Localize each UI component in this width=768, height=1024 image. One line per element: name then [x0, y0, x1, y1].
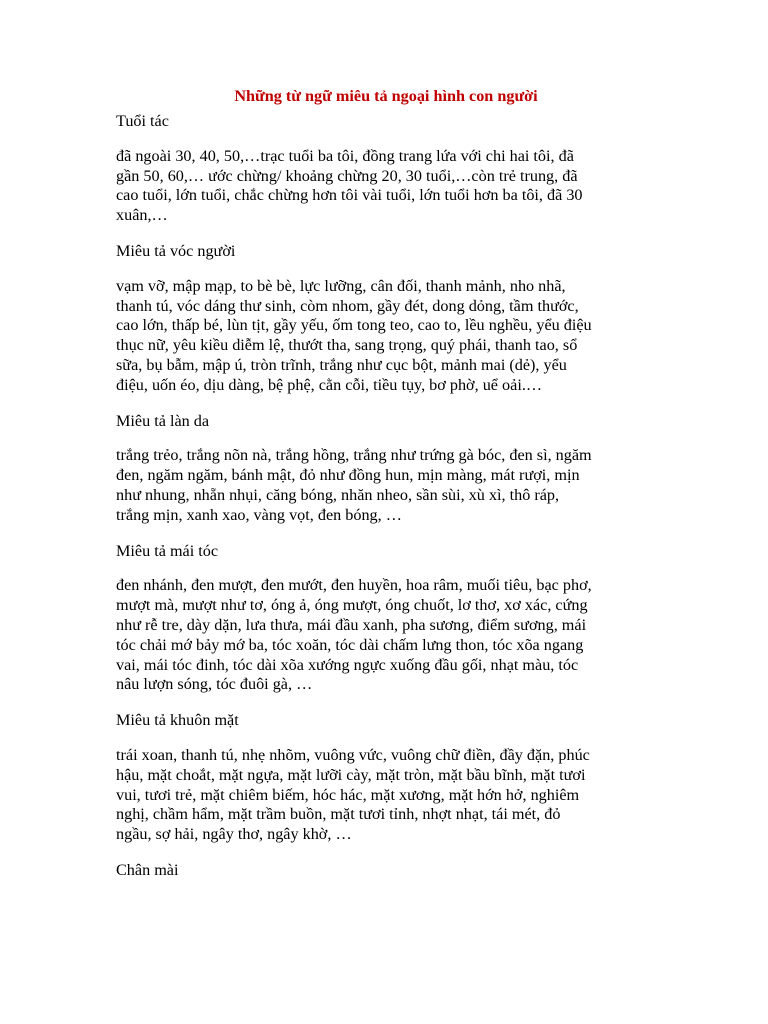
- text-line: thanh tú, vóc dáng thư sinh, còm nhom, gầy đét, dong dỏng, tầm thước,: [116, 296, 579, 315]
- text-line: điệu, uốn éo, dịu dàng, bệ phệ, cằn cỗi, tiều tụy, bơ phờ, uể oải.…: [116, 375, 543, 394]
- section-heading-age: Tuổi tác: [116, 112, 169, 130]
- text-line: gần 50, 60,… ước chừng/ khoảng chừng 20, 30 tuổi,…còn trẻ trung, đã: [116, 166, 578, 185]
- document-title: Những từ ngữ miêu tả ngoại hình con người: [234, 87, 538, 105]
- text-line: trắng trẻo, trắng nõn nà, trắng hồng, trắng như trứng gà bóc, đen sì, ngăm: [116, 446, 592, 465]
- text-line: cao lớn, thấp bé, lùn tịt, gầy yếu, ốm tong teo, cao to, lều nghều, yểu điệu: [116, 316, 592, 335]
- text-line: vai, mái tóc đinh, tóc dài xõa xướng ngực xuống đầu gối, nhạt màu, tóc: [116, 655, 579, 674]
- text-line: trái xoan, thanh tú, nhẹ nhõm, vuông vức, vuông chữ điền, đầy đặn, phúc: [116, 745, 590, 764]
- text-line: mượt mà, mượt như tơ, óng ả, óng mượt, óng chuốt, lơ thơ, xơ xác, cứng: [116, 596, 588, 615]
- text-line: đen, ngăm ngăm, bánh mật, đỏ như đồng hun, mịn màng, mát rượi, mịn: [116, 466, 580, 485]
- text-line: nâu lượn sóng, tóc đuôi gà, …: [116, 675, 313, 694]
- section-heading-body-shape: Miêu tả vóc người: [116, 241, 236, 260]
- text-line: nghị, chầm hẩm, mặt trầm buồn, mặt tươi tỉnh, nhợt nhạt, tái mét, đỏ: [116, 805, 561, 824]
- text-line: vạm vỡ, mập mạp, to bè bè, lực lưỡng, cân đối, thanh mảnh, nho nhã,: [116, 276, 566, 295]
- text-line: ngầu, sợ hải, ngây thơ, ngây khờ, …: [116, 825, 352, 844]
- text-line: đã ngoài 30, 40, 50,…trạc tuổi ba tôi, đồng trang lứa với chi hai tôi, đã: [116, 146, 574, 165]
- text-line: vui, tươi trẻ, mặt chiêm biếm, hóc hác, mặt xương, mặt hớn hở, nghiêm: [116, 785, 580, 804]
- text-line: trắng mịn, xanh xao, vàng vọt, đen bóng, …: [116, 505, 402, 524]
- section-body-skin: [116, 446, 656, 525]
- text-line: xuân,…: [116, 206, 168, 225]
- text-line: tóc chải mớ bảy mớ ba, tóc xoăn, tóc dài chấm lưng thon, tóc xõa ngang: [116, 635, 584, 654]
- section-heading-hair: Miêu tả mái tóc: [116, 541, 219, 560]
- section-heading-face: Miêu tả khuôn mặt: [116, 711, 239, 730]
- section-body-body-shape: [116, 277, 656, 396]
- document-page: [116, 86, 656, 881]
- section-body-age: [116, 147, 656, 226]
- text-line: thục nữ, yêu kiều diễm lệ, thướt tha, sang trọng, quý phái, thanh tao, sổ: [116, 336, 578, 355]
- text-line: như rễ tre, dày dặn, lưa thưa, mái đầu xanh, pha sương, điểm sương, mái: [116, 615, 587, 634]
- text-line: cao tuổi, lớn tuổi, chắc chừng hơn tôi vài tuổi, lớn tuổi hơn ba tôi, đã 30: [116, 186, 583, 205]
- text-line: đen nhánh, đen mượt, đen mướt, đen huyền, hoa râm, muối tiêu, bạc phơ,: [116, 576, 592, 595]
- text-line: hậu, mặt choắt, mặt ngựa, mặt lưỡi cày, mặt tròn, mặt bầu bĩnh, mặt tươi: [116, 765, 586, 784]
- section-body-face: [116, 746, 656, 845]
- section-body-hair: [116, 576, 656, 695]
- text-line: như nhung, nhẵn nhụi, căng bóng, nhăn nheo, sần sùi, xù xì, thô ráp,: [116, 485, 560, 504]
- text-line: sữa, bụ bẫm, mập ú, tròn trĩnh, trắng như cục bột, mảnh mai (dẻ), yểu: [116, 355, 567, 374]
- section-heading-eyebrows: Chân mài: [116, 860, 179, 879]
- section-heading-skin: Miêu tả làn da: [116, 411, 210, 430]
